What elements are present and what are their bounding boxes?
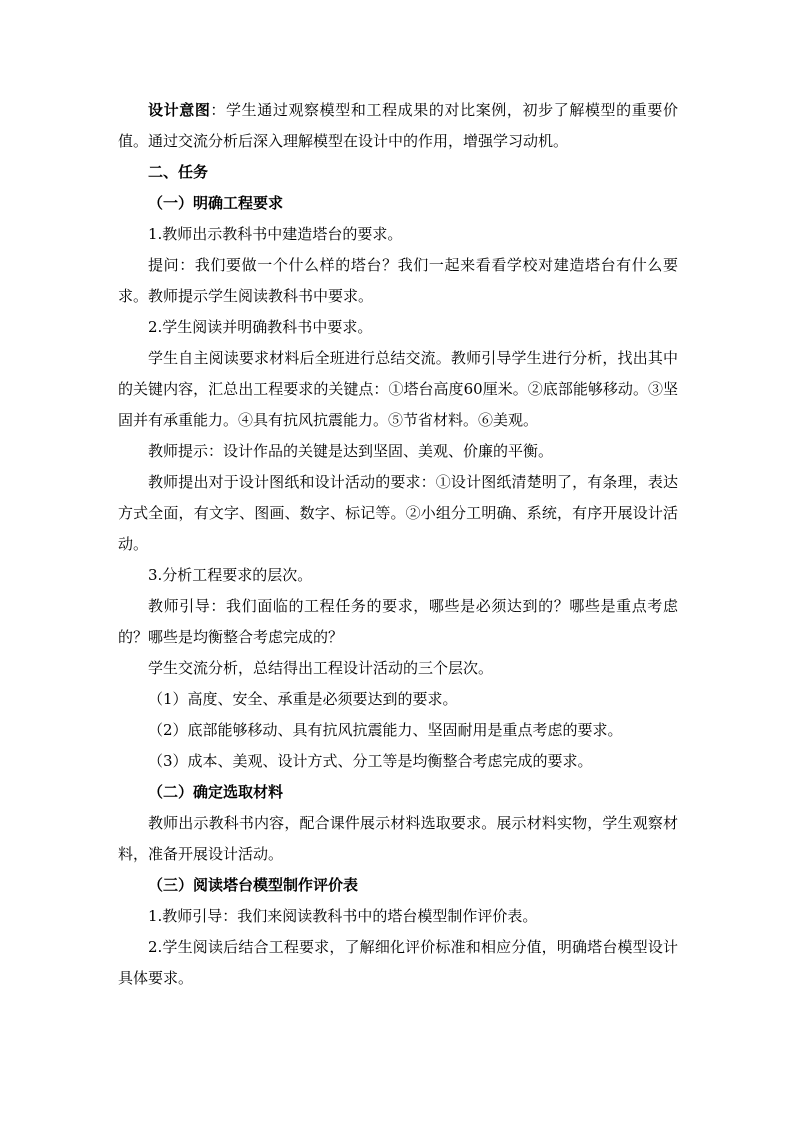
design-intent-paragraph [118,95,678,157]
part3-step1: 1.教师引导：我们来阅读教科书中的塔台模型制作评价表。 [148,907,538,925]
part3-step2: 2.学生阅读后结合工程要求，了解细化评价标准和相应分值，明确塔台模型设计具体要求。 [118,938,678,987]
part2-heading: （二）确定选取材料 [148,783,284,801]
design-intent-label: 设计意图 [148,101,211,119]
part1-step1: 1.教师出示教科书中建造塔台的要求。 [148,225,403,243]
document-body [118,95,678,994]
part1-tip: 教师提示：设计作品的关键是达到坚固、美观、价廉的平衡。 [148,442,554,460]
part1-step3: 3.分析工程要求的层次。 [148,566,313,584]
part1-question: 提问：我们要做一个什么样的塔台？我们一起来看看学校对建造塔台有什么要求。教师提示学生阅读教科书中要求。 [118,256,678,305]
part1-heading: （一）明确工程要求 [148,194,284,212]
part1-requirements: 教师提出对于设计图纸和设计活动的要求：①设计图纸清楚明了，有条理，表达方式全面，有文字、图画、数字、标记等。②小组分工明确、系统，有序开展设计活动。 [118,473,678,553]
section-heading-task: 二、任务 [148,163,209,181]
design-intent-text: 学生通过观察模型和工程成果的对比案例，初步了解模型的重要价值。通过交流分析后深入理解模型在设计中的作用，增强学习动机。 [118,101,678,150]
part1-level2: （2）底部能够移动、具有抗风抗震能力、坚固耐用是重点考虑的要求。 [148,721,623,739]
part1-summary: 学生自主阅读要求材料后全班进行总结交流。教师引导学生进行分析，找出其中的关键内容，汇总出工程要求的关键点：①塔台高度60厘米。②底部能够移动。③坚固并有承重能力。④具有抗风抗震能力。⑤节省材料。⑥美观。 [118,349,678,429]
part3-heading: （三）阅读塔台模型制作评价表 [148,876,359,894]
part1-level1: （1）高度、安全、承重是必须要达到的要求。 [148,690,458,708]
part2-text: 教师出示教科书内容，配合课件展示材料选取要求。展示材料实物，学生观察材料，准备开展设计活动。 [118,814,678,863]
part1-analysis: 学生交流分析，总结得出工程设计活动的三个层次。 [148,659,494,677]
design-intent-colon: ： [210,101,227,119]
part1-guide: 教师引导：我们面临的工程任务的要求，哪些是必须达到的？哪些是重点考虑的？哪些是均衡整合考虑完成的？ [118,597,678,646]
part1-level3: （3）成本、美观、设计方式、分工等是均衡整合考虑完成的要求。 [148,752,593,770]
part1-step2: 2.学生阅读并明确教科书中要求。 [148,318,373,336]
